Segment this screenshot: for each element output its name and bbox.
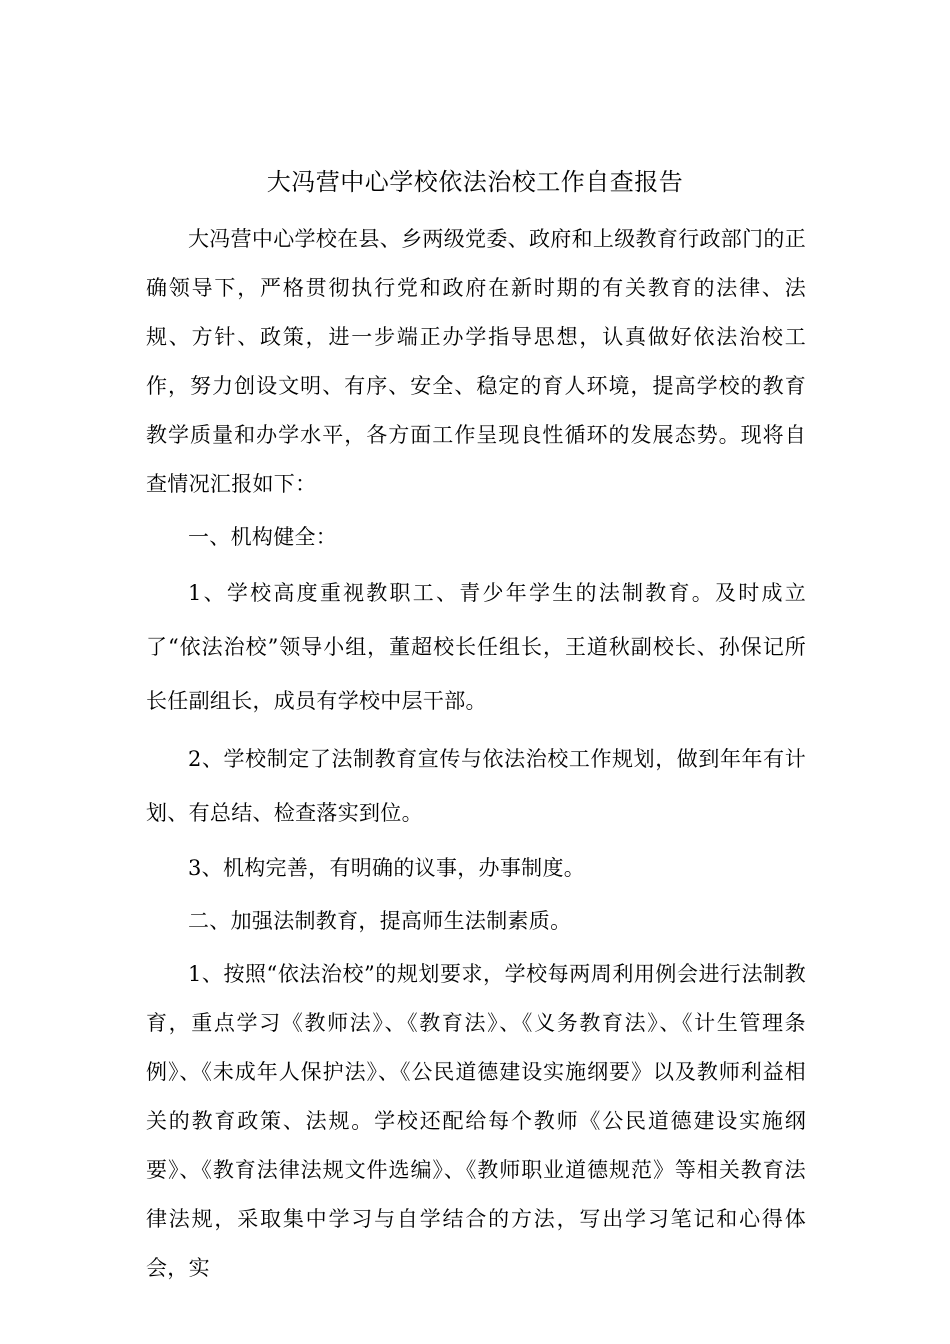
section-heading-1: 一、机构健全： xyxy=(188,525,338,549)
section2-item-1: 1、按照“依法治校”的规划要求，学校每两周利用例会进行法制教育，重点学习《教师法》、《教育法》、《义务教育法》、《计生管理条例》、《未成年人保护法》、《公民道德建设实施纲要》以及教师利益相关的教育政策、法规。学校还配给每个教师《公民道德建设实施纲要》、《教育法律法规文件选编》、《教师职业道德规范》等相关教育法律法规，采取集中学习与自学结合的方法，写出学习笔记和心得体会，实 xyxy=(146,962,806,1280)
intro-paragraph: 大冯营中心学校在县、乡两级党委、政府和上级教育行政部门的正确领导下，严格贯彻执行党和政府在新时期的有关教育的法律、法规、方针、政策，进一步端正办学指导思想，认真做好依法治校工作，努力创设文明、有序、安全、稳定的育人环境，提高学校的教育教学质量和办学水平，各方面工作呈现良性循环的发展态势。现将自查情况汇报如下： xyxy=(146,227,806,496)
document-title: 大冯营中心学校依法治校工作自查报告 xyxy=(266,168,684,196)
section1-item-2: 2、学校制定了法制教育宣传与依法治校工作规划，做到年年有计划、有总结、检查落实到位。 xyxy=(146,747,806,825)
section-heading-2: 二、加强法制教育，提高师生法制素质。 xyxy=(188,909,572,933)
section1-item-3: 3、机构完善，有明确的议事，办事制度。 xyxy=(188,856,586,880)
section1-item-1: 1、学校高度重视教职工、青少年学生的法制教育。及时成立了“依法治校”领导小组，董超校长任组长，王道秋副校长、孙保记所长任副组长，成员有学校中层干部。 xyxy=(146,581,806,713)
document-body xyxy=(146,215,806,1293)
